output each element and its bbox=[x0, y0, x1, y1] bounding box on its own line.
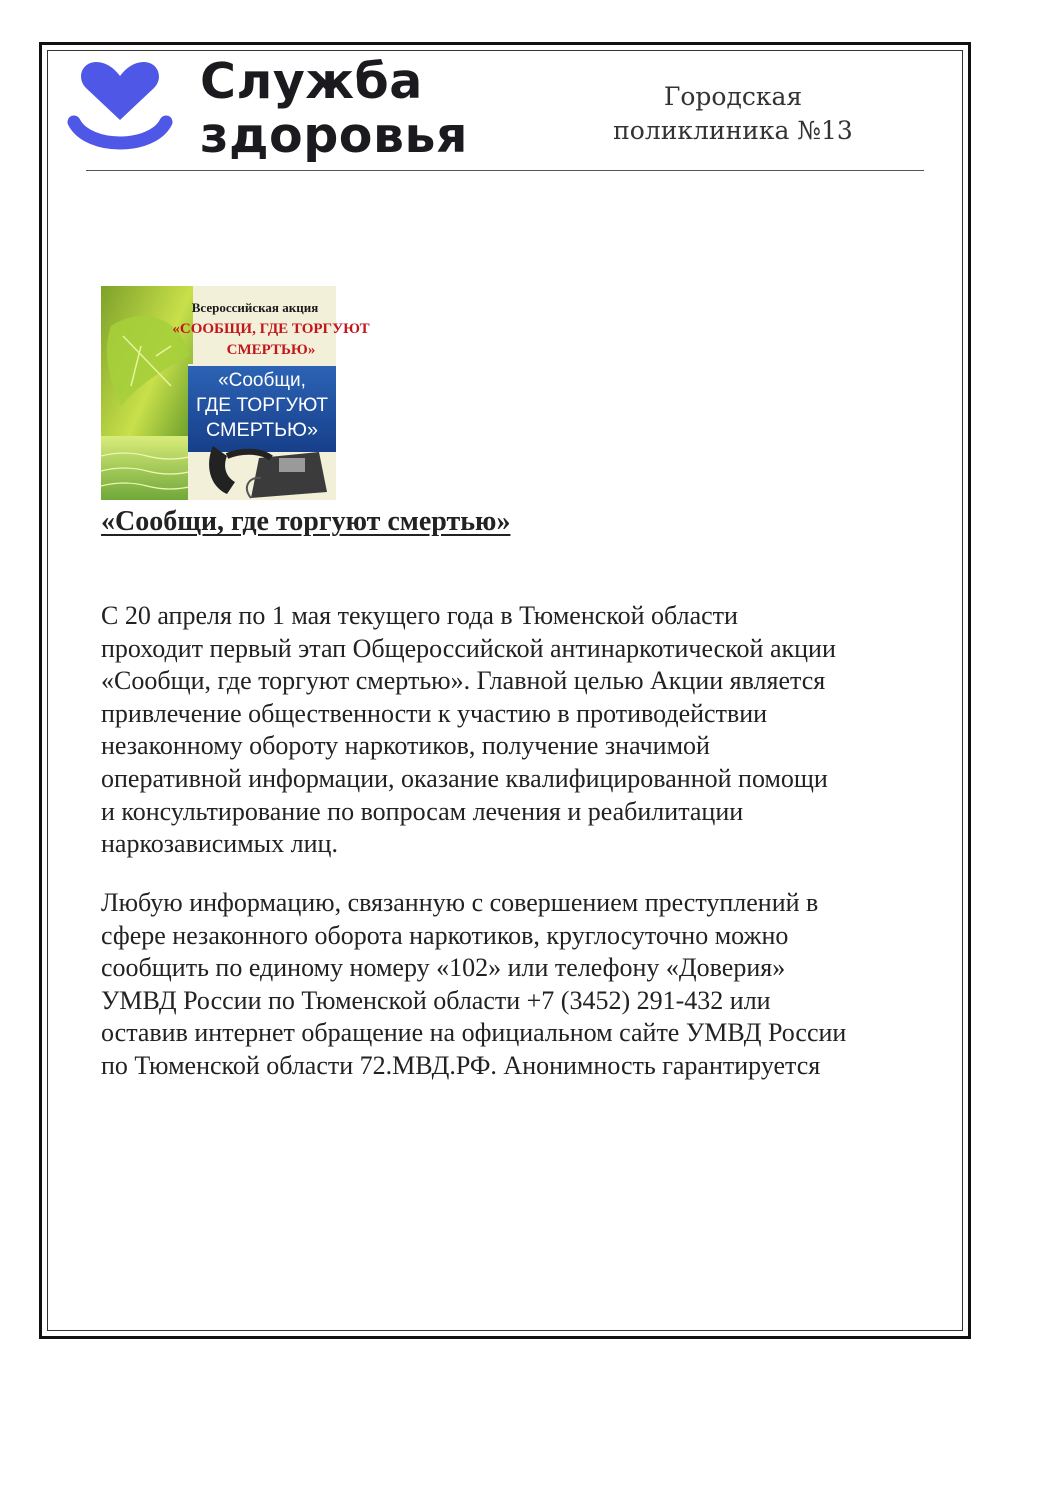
clinic-line-2: поликлиника №13 bbox=[613, 116, 853, 145]
paragraph-line: оставив интернет обращение на официальном сайте УМВД России bbox=[101, 1018, 847, 1048]
poster-box-line-1: «Сообщи, bbox=[218, 370, 306, 391]
header-divider bbox=[86, 170, 924, 171]
paragraph-line: наркозависимых лиц. bbox=[101, 829, 338, 859]
paragraph-line: и консультирование по вопросам лечения и реабилитации bbox=[101, 796, 744, 826]
campaign-poster-image bbox=[101, 286, 370, 500]
brand-line-2: здоровья bbox=[200, 107, 468, 164]
article-paragraph-2 bbox=[101, 887, 931, 1083]
paragraph-line: Любую информацию, связанную с совершением преступлений в bbox=[101, 888, 819, 917]
paragraph-line: привлечение общественности к участию в противодействии bbox=[101, 698, 768, 728]
poster-box-line-2: ГДЕ ТОРГУЮТ bbox=[196, 395, 329, 416]
heart-smile-logo-icon bbox=[68, 58, 172, 158]
brand-line-1: Служба bbox=[200, 53, 423, 110]
brand-name bbox=[200, 55, 468, 163]
paragraph-line: сообщить по единому номеру «102» или телефону «Доверия» bbox=[101, 953, 786, 983]
paragraph-line: сфере незаконного оборота наркотиков, круглосуточно можно bbox=[101, 920, 789, 950]
paragraph-line: по Тюменской области 72.МВД.РФ. Анонимность гарантируется bbox=[101, 1050, 821, 1080]
paragraph-line: УМВД России по Тюменской области +7 (3452) 291-432 или bbox=[101, 985, 771, 1015]
article-title: «Сообщи, где торгуют смертью» bbox=[101, 506, 511, 537]
poster-line-1: Всероссийская акция bbox=[191, 300, 319, 315]
article-paragraph-1 bbox=[101, 600, 931, 861]
paragraph-line: проходит первый этап Общероссийской антинаркотической акции bbox=[101, 633, 836, 663]
clinic-name bbox=[598, 80, 868, 148]
clinic-line-1: Городская bbox=[663, 82, 803, 111]
poster-line-2: «СООБЩИ, ГДЕ ТОРГУЮТ bbox=[172, 321, 370, 337]
poster-box-line-3: СМЕРТЬЮ» bbox=[206, 420, 318, 441]
paragraph-line: оперативной информации, оказание квалифицированной помощи bbox=[101, 763, 828, 793]
paragraph-line: незаконному обороту наркотиков, получение значимой bbox=[101, 731, 710, 761]
paragraph-line: С 20 апреля по 1 мая текущего года в Тюменской области bbox=[101, 601, 738, 630]
paragraph-line: «Сообщи, где торгуют смертью». Главной целью Акции является bbox=[101, 666, 826, 696]
poster-line-3: СМЕРТЬЮ» bbox=[226, 342, 316, 358]
